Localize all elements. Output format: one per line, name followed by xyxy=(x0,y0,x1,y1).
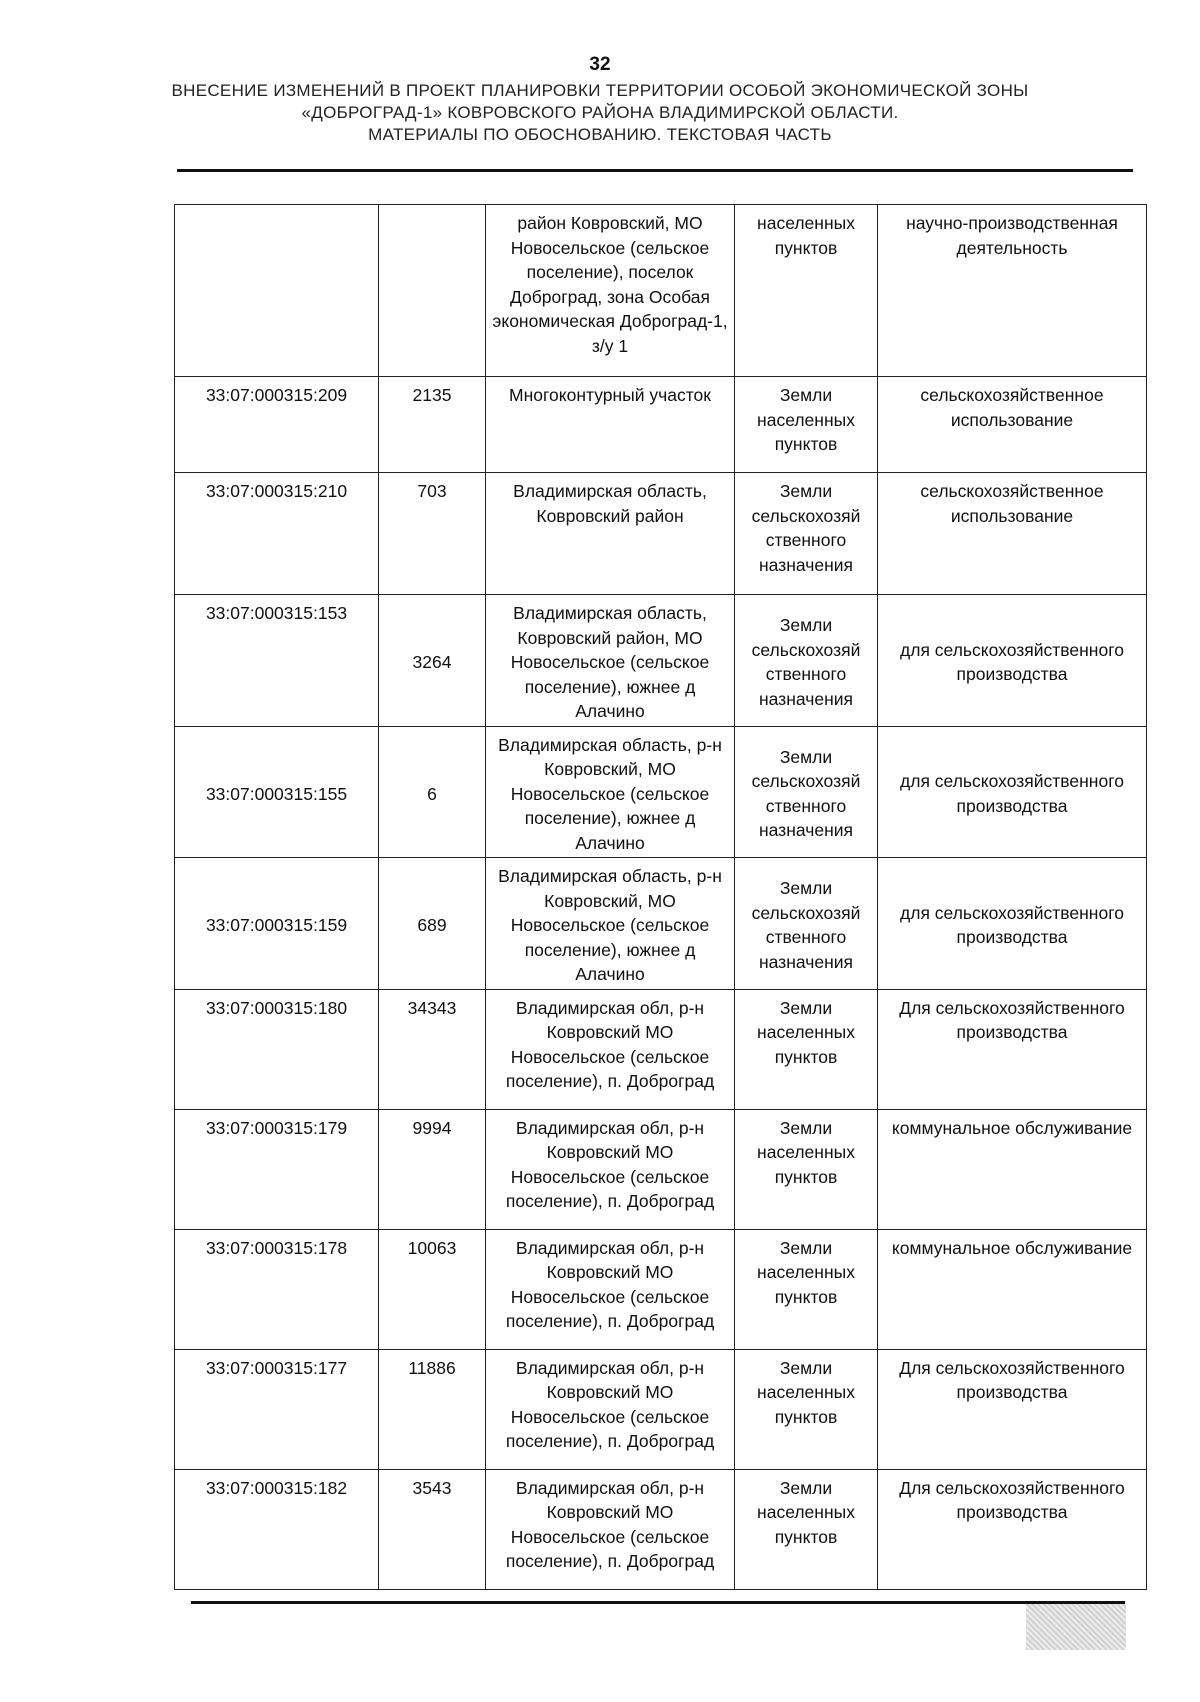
cadastral-number-cell: 33:07:000315:210 xyxy=(175,473,379,595)
permitted-use-cell: сельскохозяйственное использование xyxy=(878,377,1147,473)
header-divider xyxy=(177,169,1133,172)
area-cell: 10063 xyxy=(379,1229,486,1349)
cadastral-number-cell: 33:07:000315:178 xyxy=(175,1229,379,1349)
cadastral-number-cell: 33:07:000315:153 xyxy=(175,595,379,727)
address-cell: Владимирская обл, р-н Ковровский МО Новосельское (сельское поселение), п. Доброград xyxy=(486,989,735,1109)
table-row xyxy=(175,1349,1147,1469)
page-header xyxy=(0,52,1200,146)
land-category-cell: Земли сельскохозяй ственного назначения xyxy=(735,473,878,595)
land-plots-table xyxy=(174,204,1147,1590)
address-cell: Владимирская область, р-н Ковровский, МО Новосельское (сельское поселение), южнее д Алачино xyxy=(486,858,735,990)
land-category-cell: Земли населенных пунктов xyxy=(735,989,878,1109)
address-cell: район Ковровский, МО Новосельское (сельское поселение), поселок Доброград, зона Особая экономическая Доброград-1, з/у 1 xyxy=(486,205,735,377)
land-category-cell: Земли сельскохозяй ственного назначения xyxy=(735,858,878,990)
address-cell: Владимирская область, Ковровский район xyxy=(486,473,735,595)
table-row xyxy=(175,1229,1147,1349)
address-cell: Владимирская обл, р-н Ковровский МО Новосельское (сельское поселение), п. Доброград xyxy=(486,1229,735,1349)
land-category-cell: Земли сельскохозяй ственного назначения xyxy=(735,726,878,858)
cadastral-number-cell: 33:07:000315:209 xyxy=(175,377,379,473)
permitted-use-cell: коммунальное обслуживание xyxy=(878,1109,1147,1229)
permitted-use-cell: сельскохозяйственное использование xyxy=(878,473,1147,595)
cadastral-number-cell: 33:07:000315:180 xyxy=(175,989,379,1109)
land-category-cell: населенных пунктов xyxy=(735,205,878,377)
permitted-use-cell: коммунальное обслуживание xyxy=(878,1229,1147,1349)
area-cell: 6 xyxy=(379,726,486,858)
area-cell: 3264 xyxy=(379,595,486,727)
permitted-use-cell: для сельскохозяйственного производства xyxy=(878,595,1147,727)
permitted-use-cell: для сельскохозяйственного производства xyxy=(878,726,1147,858)
address-cell: Владимирская область, Ковровский район, МО Новосельское (сельское поселение), южнее д Алачино xyxy=(486,595,735,727)
cadastral-number-cell: 33:07:000315:179 xyxy=(175,1109,379,1229)
document-title-line-2: «ДОБРОГРАД-1» КОВРОВСКОГО РАЙОНА ВЛАДИМИРСКОЙ ОБЛАСТИ. xyxy=(301,103,899,122)
address-cell: Многоконтурный участок xyxy=(486,377,735,473)
cadastral-number-cell: 33:07:000315:177 xyxy=(175,1349,379,1469)
area-cell: 703 xyxy=(379,473,486,595)
cadastral-number-cell: 33:07:000315:182 xyxy=(175,1469,379,1589)
area-cell: 34343 xyxy=(379,989,486,1109)
cadastral-number-cell: 33:07:000315:155 xyxy=(175,726,379,858)
permitted-use-cell: для сельскохозяйственного производства xyxy=(878,858,1147,990)
land-plots-table-body xyxy=(175,205,1147,1590)
area-cell: 3543 xyxy=(379,1469,486,1589)
table-row xyxy=(175,858,1147,990)
permitted-use-cell: Для сельскохозяйственного производства xyxy=(878,1349,1147,1469)
table-row xyxy=(175,1109,1147,1229)
permitted-use-cell: научно-производственная деятельность xyxy=(878,205,1147,377)
area-cell xyxy=(379,205,486,377)
land-category-cell: Земли населенных пунктов xyxy=(735,1349,878,1469)
table-row xyxy=(175,377,1147,473)
table-row xyxy=(175,205,1147,377)
address-cell: Владимирская обл, р-н Ковровский МО Новосельское (сельское поселение), п. Доброград xyxy=(486,1469,735,1589)
scan-stamp-mark xyxy=(1026,1604,1126,1650)
land-category-cell: Земли сельскохозяй ственного назначения xyxy=(735,595,878,727)
table-row xyxy=(175,989,1147,1109)
table-row xyxy=(175,726,1147,858)
page-number: 32 xyxy=(589,54,611,75)
permitted-use-cell: Для сельскохозяйственного производства xyxy=(878,989,1147,1109)
table-row xyxy=(175,473,1147,595)
cadastral-number-cell xyxy=(175,205,379,377)
address-cell: Владимирская обл, р-н Ковровский МО Новосельское (сельское поселение), п. Доброград xyxy=(486,1109,735,1229)
table-row xyxy=(175,1469,1147,1589)
footer-divider xyxy=(191,1601,1125,1604)
document-title-line-1: ВНЕСЕНИЕ ИЗМЕНЕНИЙ В ПРОЕКТ ПЛАНИРОВКИ ТЕРРИТОРИИ ОСОБОЙ ЭКОНОМИЧЕСКОЙ ЗОНЫ xyxy=(171,81,1029,100)
cadastral-number-cell: 33:07:000315:159 xyxy=(175,858,379,990)
land-category-cell: Земли населенных пунктов xyxy=(735,377,878,473)
address-cell: Владимирская обл, р-н Ковровский МО Новосельское (сельское поселение), п. Доброград xyxy=(486,1349,735,1469)
document-title-line-3: МАТЕРИАЛЫ ПО ОБОСНОВАНИЮ. ТЕКСТОВАЯ ЧАСТЬ xyxy=(368,125,832,144)
area-cell: 689 xyxy=(379,858,486,990)
permitted-use-cell: Для сельскохозяйственного производства xyxy=(878,1469,1147,1589)
table-row xyxy=(175,595,1147,727)
address-cell: Владимирская область, р-н Ковровский, МО Новосельское (сельское поселение), южнее д Алачино xyxy=(486,726,735,858)
land-category-cell: Земли населенных пунктов xyxy=(735,1229,878,1349)
land-category-cell: Земли населенных пунктов xyxy=(735,1109,878,1229)
area-cell: 2135 xyxy=(379,377,486,473)
area-cell: 9994 xyxy=(379,1109,486,1229)
land-category-cell: Земли населенных пунктов xyxy=(735,1469,878,1589)
area-cell: 11886 xyxy=(379,1349,486,1469)
